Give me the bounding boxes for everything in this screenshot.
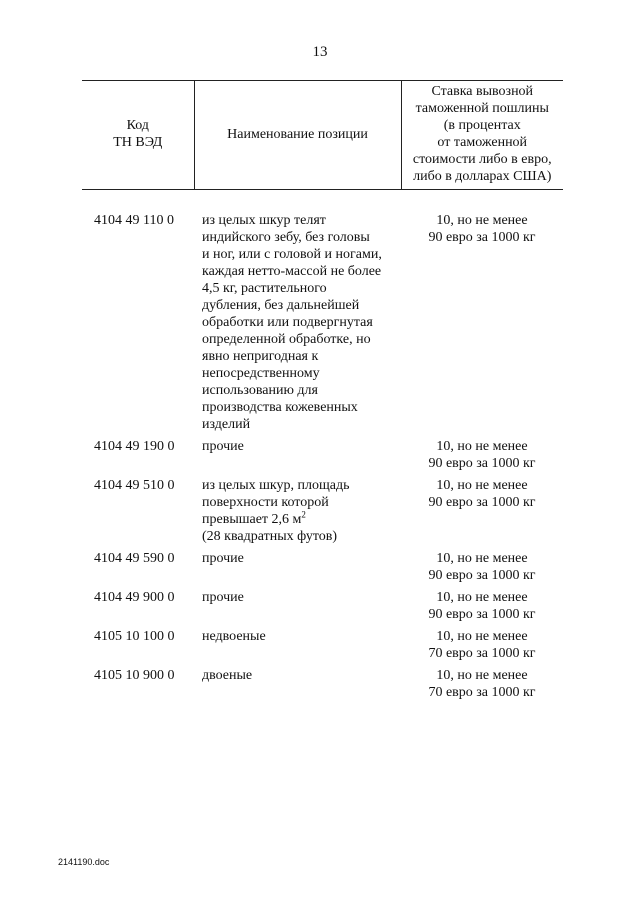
table-row bbox=[82, 190, 563, 434]
row-rate: 10, но не менее 90 евро за 1000 кг bbox=[428, 590, 536, 622]
row-code: 4104 49 510 0 bbox=[94, 478, 175, 493]
row-code: 4104 49 590 0 bbox=[94, 551, 175, 566]
row-name: из целых шкур, площадь поверхности которой превышает 2,6 $м^2$ (28 квадратных футов) bbox=[202, 478, 350, 544]
tariff-table bbox=[82, 80, 563, 701]
table-row bbox=[82, 545, 563, 584]
row-code: 4104 49 900 0 bbox=[94, 590, 175, 605]
page-number: 13 bbox=[312, 44, 328, 60]
row-name: прочие bbox=[202, 590, 244, 605]
header-rate: Ставка вывозной таможенной пошлины (в процентах от таможенной стоимости либо в евро, либо в долларах США) bbox=[401, 81, 563, 190]
row-name: из целых шкур телят индийского зебу, без головы и ног, или с головой и ногами, каждая нетто-массой не более 4,5 кг, растительного дубления, без дальнейшей обработки или подвергнутая определенной обработке, но явно непригодная к непосредственному использованию для производства кожевенных изделий bbox=[202, 213, 382, 432]
row-rate: 10, но не менее 90 евро за 1000 кг bbox=[428, 551, 536, 583]
row-rate: 10, но не менее 90 евро за 1000 кг bbox=[428, 213, 536, 245]
table-row bbox=[82, 662, 563, 701]
header-name: Наименование позиции bbox=[194, 81, 401, 190]
row-name: прочие bbox=[202, 551, 244, 566]
row-name: двоеные bbox=[202, 668, 253, 683]
row-name: недвоеные bbox=[202, 629, 266, 644]
row-code: 4104 49 190 0 bbox=[94, 439, 175, 454]
row-code: 4104 49 110 0 bbox=[94, 213, 174, 228]
row-code: 4105 10 100 0 bbox=[94, 629, 175, 644]
row-code: 4105 10 900 0 bbox=[94, 668, 175, 683]
superscript-squared: 2 bbox=[301, 509, 306, 520]
table-row bbox=[82, 584, 563, 623]
table-header-row bbox=[82, 81, 563, 190]
row-name: прочие bbox=[202, 439, 244, 454]
table-row bbox=[82, 472, 563, 545]
row-rate: 10, но не менее 90 евро за 1000 кг bbox=[428, 478, 536, 510]
row-rate: 10, но не менее 70 евро за 1000 кг bbox=[428, 668, 536, 700]
table-row bbox=[82, 433, 563, 472]
row-rate: 10, но не менее 90 евро за 1000 кг bbox=[428, 439, 536, 471]
row-rate: 10, но не менее 70 евро за 1000 кг bbox=[428, 629, 536, 661]
table-row bbox=[82, 623, 563, 662]
header-code: Код ТН ВЭД bbox=[82, 81, 194, 190]
footer-filename: 2141190.doc bbox=[58, 857, 110, 867]
